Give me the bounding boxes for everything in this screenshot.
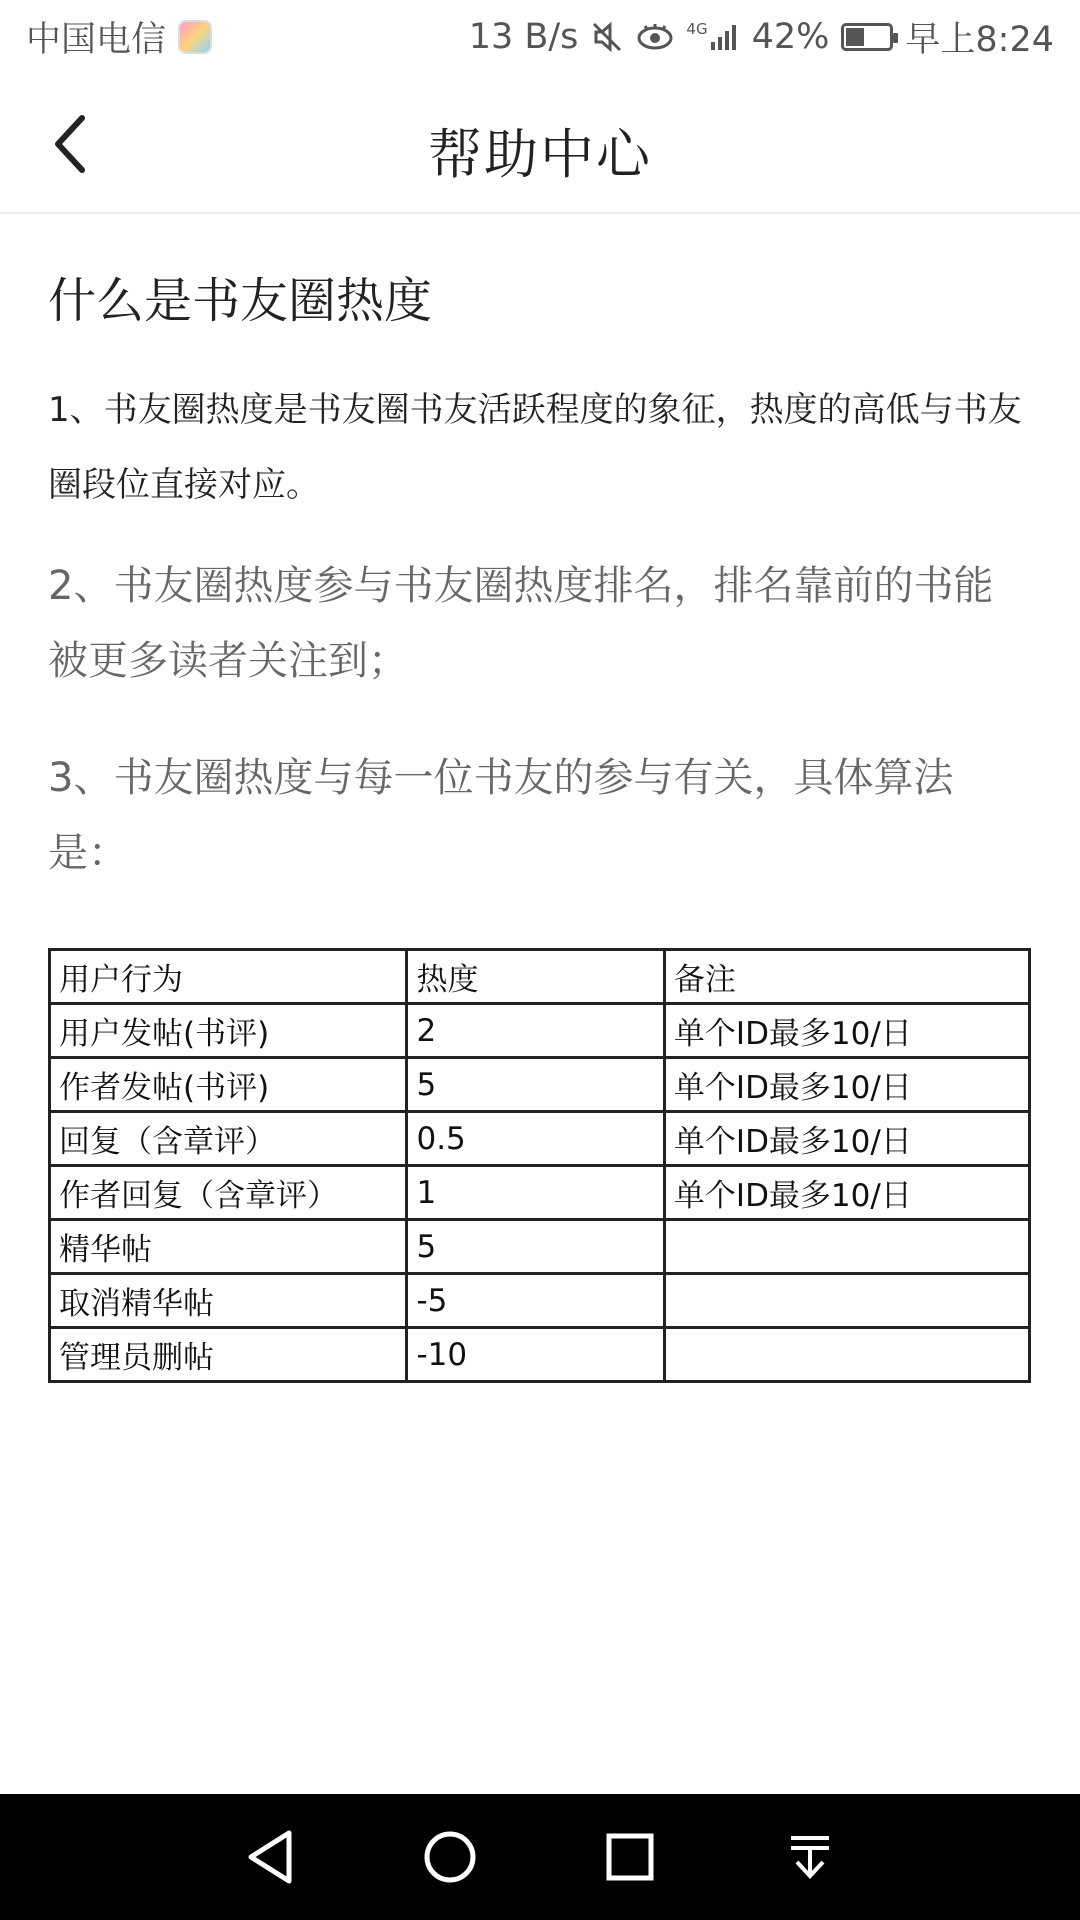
mute-icon bbox=[590, 20, 624, 54]
table-cell: 管理员删帖 bbox=[50, 1328, 407, 1382]
table-row bbox=[50, 1274, 1030, 1328]
table-cell bbox=[664, 1274, 1029, 1328]
table-row bbox=[50, 1004, 1030, 1058]
table-cell: 作者回复（含章评） bbox=[50, 1166, 407, 1220]
table-cell: 单个ID最多10/日 bbox=[664, 1166, 1029, 1220]
app-notification-icon bbox=[178, 20, 212, 54]
table-header-cell: 用户行为 bbox=[50, 950, 407, 1004]
table-cell: 用户发帖(书评) bbox=[50, 1004, 407, 1058]
table-cell bbox=[664, 1328, 1029, 1382]
system-navigation-bar bbox=[0, 1794, 1080, 1920]
table-header-row bbox=[50, 950, 1030, 1004]
article-paragraph-1: 1、书友圈热度是书友圈书友活跃程度的象征，热度的高低与书友圈段位直接对应。 bbox=[48, 390, 1022, 505]
nav-back-button[interactable] bbox=[230, 1817, 310, 1897]
network-speed: 13 B/s bbox=[468, 17, 579, 57]
table-cell bbox=[664, 1220, 1029, 1274]
page-title: 帮助中心 bbox=[428, 123, 652, 186]
clock: 早上8:24 bbox=[905, 20, 1054, 60]
table-header-cell: 备注 bbox=[664, 950, 1029, 1004]
table-cell: 精华帖 bbox=[50, 1220, 407, 1274]
article bbox=[48, 214, 1032, 891]
signal-label: 4G bbox=[686, 20, 708, 38]
article-paragraph-2: 2、书友圈热度参与书友圈热度排名，排名靠前的书能被更多读者关注到； bbox=[48, 563, 994, 684]
table-row bbox=[50, 1058, 1030, 1112]
triangle-back-icon bbox=[245, 1829, 295, 1885]
table-cell: 5 bbox=[407, 1058, 664, 1112]
carrier-label: 中国电信 bbox=[26, 20, 167, 60]
table-cell: 5 bbox=[407, 1220, 664, 1274]
table-row bbox=[50, 1166, 1030, 1220]
nav-recents-button[interactable] bbox=[590, 1817, 670, 1897]
table-row bbox=[50, 1112, 1030, 1166]
article-paragraph-3: 3、书友圈热度与每一位书友的参与有关，具体算法是： bbox=[48, 755, 954, 876]
nav-notifications-button[interactable] bbox=[770, 1817, 850, 1897]
table-row bbox=[50, 1220, 1030, 1274]
battery-percent: 42% bbox=[751, 17, 830, 57]
table-cell: 作者发帖(书评) bbox=[50, 1058, 407, 1112]
table-cell: -5 bbox=[407, 1274, 664, 1328]
table-cell: 2 bbox=[407, 1004, 664, 1058]
article-title: 什么是书友圈热度 bbox=[48, 273, 433, 329]
pull-down-icon bbox=[787, 1832, 833, 1882]
table-cell: 回复（含章评） bbox=[50, 1112, 407, 1166]
table-header-cell: 热度 bbox=[407, 950, 664, 1004]
square-recents-icon bbox=[604, 1831, 656, 1883]
eye-comfort-icon bbox=[636, 22, 674, 52]
signal-icon bbox=[686, 22, 739, 52]
table-cell: 单个ID最多10/日 bbox=[664, 1058, 1029, 1112]
table-row bbox=[50, 1328, 1030, 1382]
nav-home-button[interactable] bbox=[410, 1817, 490, 1897]
circle-home-icon bbox=[422, 1829, 478, 1885]
table-cell: 1 bbox=[407, 1166, 664, 1220]
table-cell: 取消精华帖 bbox=[50, 1274, 407, 1328]
heat-rules-table bbox=[48, 948, 1031, 1383]
table-cell: 单个ID最多10/日 bbox=[664, 1004, 1029, 1058]
status-bar bbox=[0, 0, 1080, 74]
battery-icon bbox=[841, 23, 893, 51]
table-cell: -10 bbox=[407, 1328, 664, 1382]
table-cell: 0.5 bbox=[407, 1112, 664, 1166]
header bbox=[0, 74, 1080, 214]
status-bar-left bbox=[26, 12, 212, 62]
table-cell: 单个ID最多10/日 bbox=[664, 1112, 1029, 1166]
status-bar-right bbox=[469, 12, 1054, 62]
